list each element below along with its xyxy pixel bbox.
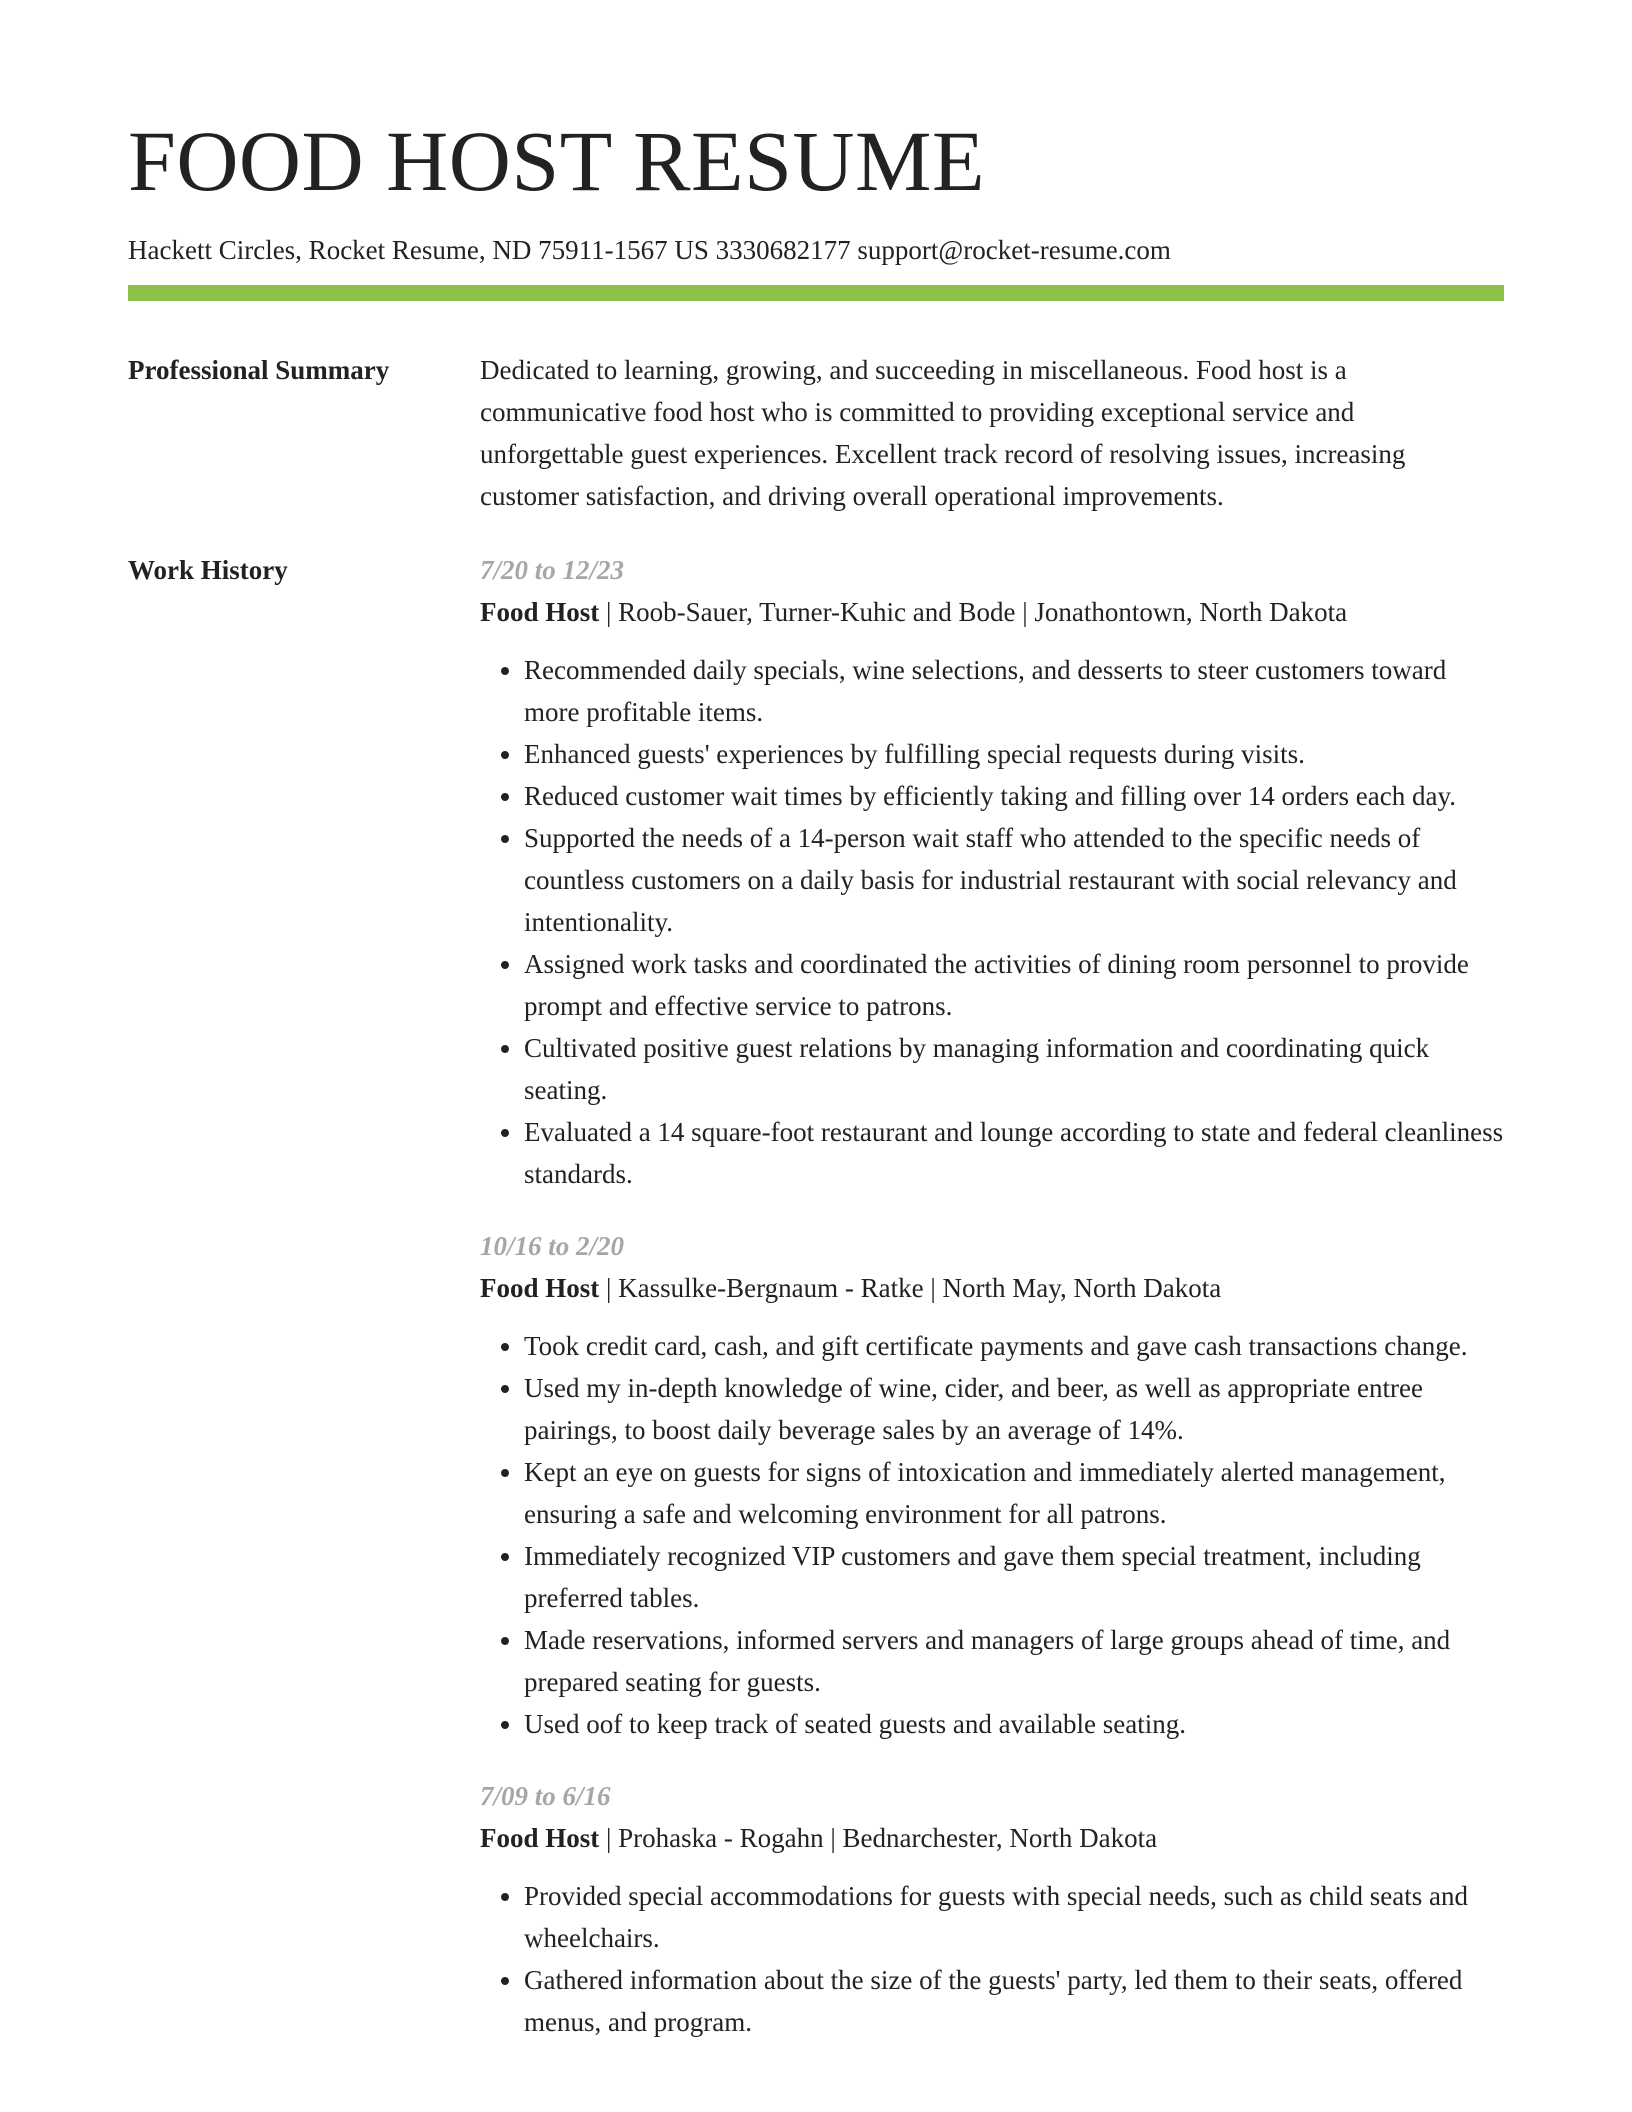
job-bullet: • Used oof to keep track of seated guests and available seating.: [524, 1703, 1504, 1745]
job-bullet: • Provided special accommodations for guests with special needs, such as child seats and wheelchairs.: [524, 1875, 1504, 1959]
job-bullet: • Immediately recognized VIP customers and gave them special treatment, including preferred tables.: [524, 1535, 1504, 1619]
summary-text: Dedicated to learning, growing, and succeeding in miscellaneous. Food host is a communicative food host who is committed to providing exceptional service and unforgettable guest experiences. Excellent track record of resolving issues, increasing customer satisfaction, and driving overall operational improvements.: [480, 355, 1406, 511]
job-bullet: • Cultivated positive guest relations by managing information and coordinating quick seating.: [524, 1027, 1504, 1111]
job-bullets: [480, 1875, 1504, 2043]
job-details: | Roob-Sauer, Turner-Kuhic and Bode | Jonathontown, North Dakota: [599, 597, 1348, 627]
job-bullet: • Supported the needs of a 14-person wait staff who attended to the specific needs of countless customers on a daily basis for industrial restaurant with social relevancy and intentionality.: [524, 817, 1504, 943]
job-bullets: [480, 1325, 1504, 1745]
job-bullet: • Assigned work tasks and coordinated the activities of dining room personnel to provide prompt and effective service to patrons.: [524, 943, 1504, 1027]
job-list: [480, 549, 1504, 2073]
job-details: | Prohaska - Rogahn | Bednarchester, North Dakota: [599, 1823, 1158, 1853]
resume-title: FOOD HOST RESUME: [128, 113, 985, 209]
job-entry: [480, 1775, 1504, 2043]
job-heading: [480, 1267, 1504, 1309]
job-title: Food Host: [480, 1823, 600, 1853]
job-bullet: • Took credit card, cash, and gift certificate payments and gave cash transactions change.: [524, 1325, 1504, 1367]
job-bullet: • Evaluated a 14 square-foot restaurant and lounge according to state and federal cleanliness standards.: [524, 1111, 1504, 1195]
header-divider: [128, 285, 1504, 301]
contact-line: Hackett Circles, Rocket Resume, ND 75911-1567 US 3330682177 support@rocket-resume.com: [128, 235, 1171, 265]
job-bullet: • Kept an eye on guests for signs of intoxication and immediately alerted management, ensuring a safe and welcoming environment for all patrons.: [524, 1451, 1504, 1535]
job-heading: [480, 1817, 1504, 1859]
job-title: Food Host: [480, 1273, 600, 1303]
job-bullet: • Enhanced guests' experiences by fulfilling special requests during visits.: [524, 733, 1504, 775]
job-entry: [480, 1225, 1504, 1745]
work-history-heading: Work History: [128, 555, 288, 585]
job-dates: 7/20 to 12/23: [480, 555, 625, 585]
job-bullets: [480, 649, 1504, 1195]
job-bullet: • Used my in-depth knowledge of wine, cider, and beer, as well as appropriate entree pairings, to boost daily beverage sales by an average of 14%.: [524, 1367, 1504, 1451]
job-dates: 10/16 to 2/20: [480, 1231, 625, 1261]
job-bullet: • Recommended daily specials, wine selections, and desserts to steer customers toward more profitable items.: [524, 649, 1504, 733]
job-bullet: • Gathered information about the size of the guests' party, led them to their seats, offered menus, and program.: [524, 1959, 1504, 2043]
job-dates: 7/09 to 6/16: [480, 1781, 611, 1811]
job-bullet: • Reduced customer wait times by efficiently taking and filling over 14 orders each day.: [524, 775, 1504, 817]
job-title: Food Host: [480, 597, 600, 627]
job-entry: [480, 549, 1504, 1195]
summary-heading: Professional Summary: [128, 355, 390, 385]
job-heading: [480, 591, 1504, 633]
job-bullet: • Made reservations, informed servers and managers of large groups ahead of time, and prepared seating for guests.: [524, 1619, 1504, 1703]
job-details: | Kassulke-Bergnaum - Ratke | North May, North Dakota: [599, 1273, 1222, 1303]
